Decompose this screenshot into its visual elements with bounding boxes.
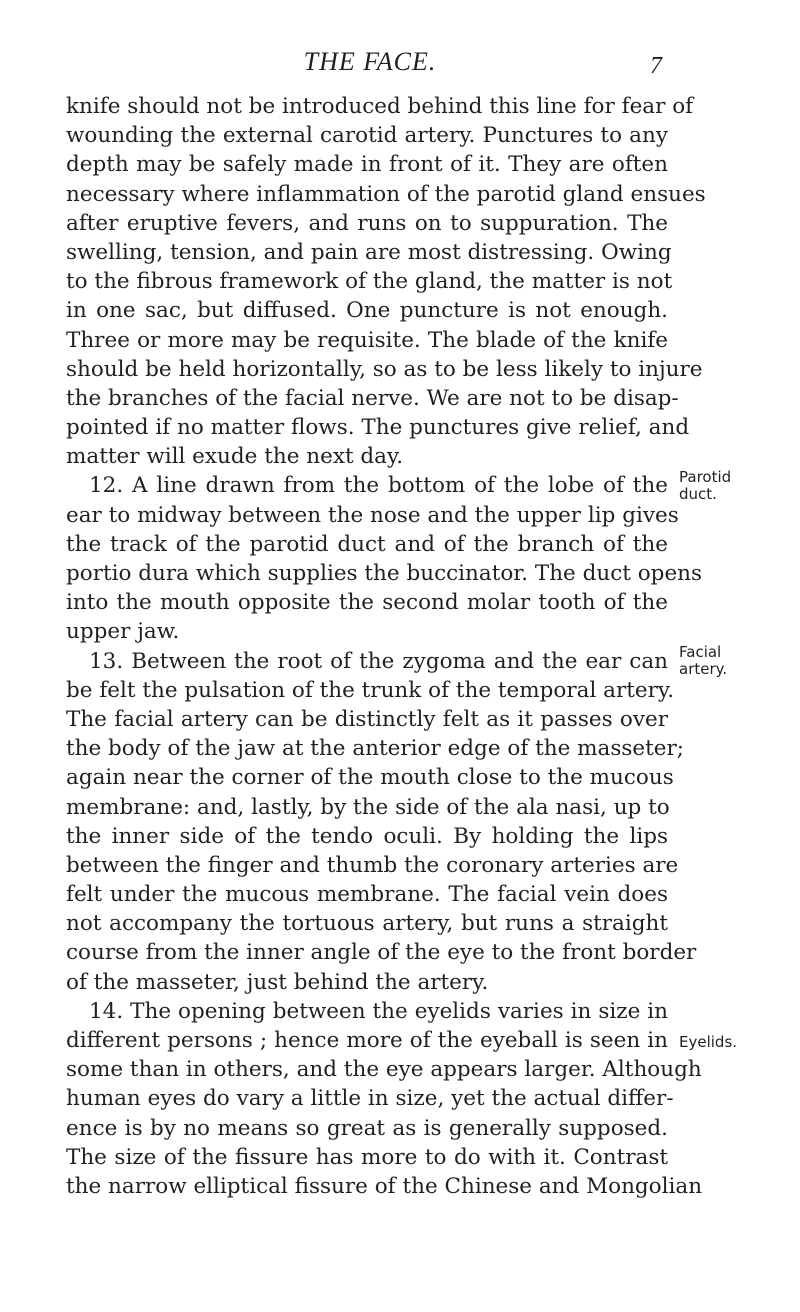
paragraph-14-start: 14. The opening between the eyelids varies in size in xyxy=(89,998,668,1024)
text-line: depth may be safely made in front of it. They are often xyxy=(66,152,668,178)
text-line: to the fibrous framework of the gland, the matter is not xyxy=(66,269,673,295)
margin-note-line: artery. xyxy=(679,660,728,678)
text-line: in one sac, but diffused. One puncture is not enough. xyxy=(66,298,668,324)
text-line: course from the inner angle of the eye to the front border xyxy=(66,940,697,966)
text-line: of the masseter, just behind the artery. xyxy=(66,969,489,995)
text-line: should be held horizontally, so as to be less likely to injure xyxy=(66,356,703,382)
text-line: into the mouth opposite the second molar tooth of the xyxy=(66,590,668,616)
text-line: swelling, tension, and pain are most distressing. Owing xyxy=(66,239,672,265)
text-line: The facial artery can be distinctly felt as it passes over xyxy=(66,706,668,732)
margin-note-line: Facial xyxy=(679,643,722,661)
text-line: felt under the mucous membrane. The facial vein does xyxy=(66,882,668,908)
margin-note-facial-artery xyxy=(679,644,727,678)
text-line: wounding the external carotid artery. Punctures to any xyxy=(66,123,668,149)
paragraph-12-start: 12. A line drawn from the bottom of the lobe of the xyxy=(89,473,668,499)
paragraph-13-start: 13. Between the root of the zygoma and the ear can xyxy=(89,648,668,674)
running-head xyxy=(0,47,800,87)
body-text xyxy=(66,92,706,1201)
text-line: the track of the parotid duct and of the branch of the xyxy=(66,531,668,557)
margin-note-eyelids xyxy=(679,1034,737,1051)
text-line: not accompany the tortuous artery, but runs a straight xyxy=(66,911,668,937)
text-line: after eruptive fevers, and runs on to suppuration. The xyxy=(66,210,668,236)
text-line: ear to midway between the nose and the upper lip gives xyxy=(66,502,679,528)
text-line: portio dura which supplies the buccinator. The duct opens xyxy=(66,561,703,586)
text-line: the body of the jaw at the anterior edge of the masseter; xyxy=(66,736,685,762)
margin-note-line: Eyelids. xyxy=(679,1033,738,1051)
text-line: pointed if no matter flows. The punctures give relief, and xyxy=(66,415,690,441)
text-line: Three or more may be requisite. The blade of the knife xyxy=(66,327,668,353)
text-line: necessary where inflammation of the parotid gland ensues xyxy=(66,181,706,207)
text-line: the inner side of the tendo oculi. By holding the lips xyxy=(66,823,668,849)
text-line: membrane: and, lastly, by the side of the ala nasi, up to xyxy=(66,794,670,820)
text-line: the narrow elliptical fissure of the Chinese and Mongolian xyxy=(66,1173,703,1199)
margin-note-line: Parotid xyxy=(679,468,732,486)
text-line: the branches of the facial nerve. We are not to be disap- xyxy=(66,385,679,411)
text-line: different persons ; hence more of the eyeball is seen in xyxy=(66,1028,668,1053)
running-title: THE FACE. xyxy=(303,47,437,76)
text-line: matter will exude the next day. xyxy=(66,444,404,470)
text-line: some than in others, and the eye appears larger. Although xyxy=(66,1057,702,1083)
text-line: knife should not be introduced behind this line for fear of xyxy=(66,94,694,119)
text-line: The size of the fissure has more to do with it. Contrast xyxy=(66,1144,668,1170)
page-number: 7 xyxy=(650,53,662,79)
text-line: upper jaw. xyxy=(66,619,180,645)
margin-note-line: duct. xyxy=(679,485,717,503)
text-line: again near the corner of the mouth close to the mucous xyxy=(66,765,674,791)
text-line: ence is by no means so great as is generally supposed. xyxy=(66,1115,668,1141)
text-line: be felt the pulsation of the trunk of the temporal artery. xyxy=(66,677,675,703)
text-line: between the finger and thumb the coronary arteries are xyxy=(66,852,679,878)
margin-note-parotid-duct xyxy=(679,469,731,503)
text-line: human eyes do vary a little in size, yet the actual differ- xyxy=(66,1086,674,1112)
